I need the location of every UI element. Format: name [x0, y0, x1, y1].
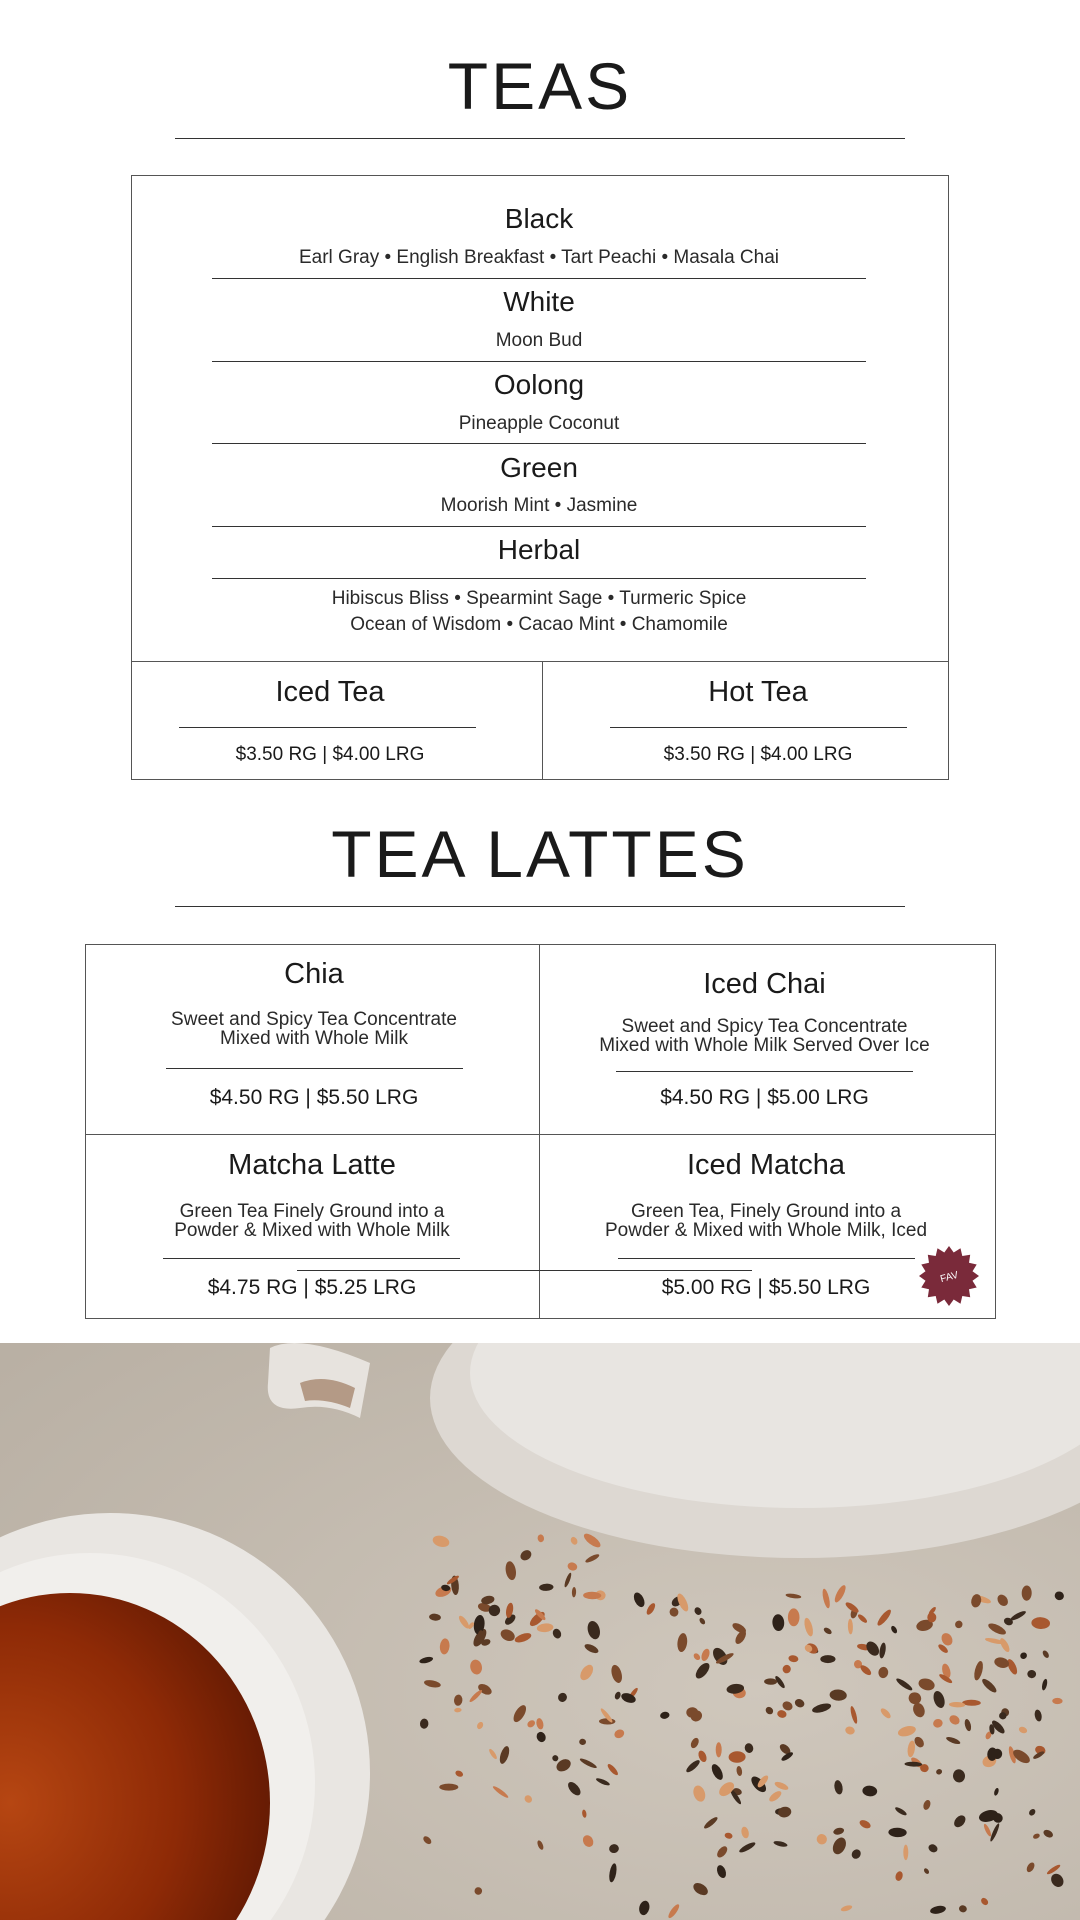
category-green-name: Green	[500, 452, 578, 483]
divider	[163, 1258, 460, 1259]
hot-tea-price: $3.50 RG | $4.00 LRG	[663, 744, 853, 765]
tea-leaf	[903, 1845, 908, 1861]
category-green-items: Moorish Mint • Jasmine	[440, 495, 638, 516]
latte-iced-chai-name: Iced Chai	[703, 968, 826, 1000]
divider	[212, 278, 866, 279]
latte-iced-chai-desc-line1: Sweet and Spicy Tea Concentrate	[621, 1016, 908, 1037]
tea-leaf	[788, 1608, 800, 1626]
tea-leaf	[820, 1655, 835, 1663]
latte-matcha-desc-line2: Powder & Mixed with Whole Milk	[174, 1220, 450, 1241]
latte-iced-chai-desc-line2: Mixed with Whole Milk Served Over Ice	[599, 1035, 930, 1056]
latte-iced-matcha-desc-line1: Green Tea, Finely Ground into a	[630, 1201, 902, 1222]
category-white-name: White	[503, 286, 575, 317]
fav-badge	[918, 1245, 980, 1307]
category-black-name: Black	[504, 203, 574, 234]
latte-matcha-price: $4.75 RG | $5.25 LRG	[207, 1276, 417, 1299]
latte-iced-chai-price: $4.50 RG | $5.00 LRG	[660, 1086, 869, 1109]
fav-badge-label: FAV	[939, 1269, 960, 1286]
divider	[212, 578, 866, 579]
category-herbal-items-line2: Ocean of Wisdom • Cacao Mint • Chamomile	[350, 614, 728, 635]
lattes-title: TEA LATTES	[331, 817, 749, 891]
latte-iced-matcha-name: Iced Matcha	[687, 1149, 845, 1181]
tea-leaf	[439, 1784, 458, 1791]
category-oolong-name: Oolong	[493, 369, 585, 400]
latte-chia-desc-line1: Sweet and Spicy Tea Concentrate	[171, 1009, 457, 1030]
iced-tea-price: $3.50 RG | $4.00 LRG	[235, 744, 425, 765]
price-row-top-border	[131, 661, 949, 662]
latte-matcha-name: Matcha Latte	[228, 1149, 396, 1181]
latte-chia-desc-line2: Mixed with Whole Milk	[220, 1028, 408, 1049]
hot-tea-name: Hot Tea	[708, 676, 808, 708]
starburst-icon	[918, 1245, 980, 1307]
category-white-items: Moon Bud	[495, 330, 583, 351]
tea-photo	[0, 1343, 1080, 1920]
category-oolong-items: Pineapple Coconut	[458, 413, 620, 434]
latte-iced-matcha-desc-line2: Powder & Mixed with Whole Milk, Iced	[604, 1220, 928, 1241]
iced-tea-name: Iced Tea	[275, 676, 385, 708]
latte-chia-price: $4.50 RG | $5.50 LRG	[209, 1086, 419, 1109]
divider	[297, 1270, 752, 1271]
category-herbal-name: Herbal	[497, 534, 581, 565]
divider	[179, 727, 476, 728]
divider	[212, 361, 866, 362]
category-herbal-items-line1: Hibiscus Bliss • Spearmint Sage • Turmeric Spice	[331, 588, 747, 609]
divider	[610, 727, 907, 728]
divider	[616, 1071, 913, 1072]
teas-title-rule	[175, 138, 905, 139]
divider	[618, 1258, 915, 1259]
lattes-row-separator	[85, 1134, 996, 1135]
divider	[212, 443, 866, 444]
divider	[166, 1068, 463, 1069]
tea-photo-illustration	[0, 1343, 1080, 1920]
latte-matcha-desc-line1: Green Tea Finely Ground into a	[179, 1201, 445, 1222]
latte-chia-name: Chia	[284, 958, 344, 990]
lattes-title-rule	[175, 906, 905, 907]
divider	[212, 526, 866, 527]
teas-title: TEAS	[447, 49, 633, 123]
category-black-items: Earl Gray • English Breakfast • Tart Peachi • Masala Chai	[298, 247, 780, 268]
latte-iced-matcha-price: $5.00 RG | $5.50 LRG	[661, 1276, 871, 1299]
tea-leaf	[716, 1742, 722, 1757]
